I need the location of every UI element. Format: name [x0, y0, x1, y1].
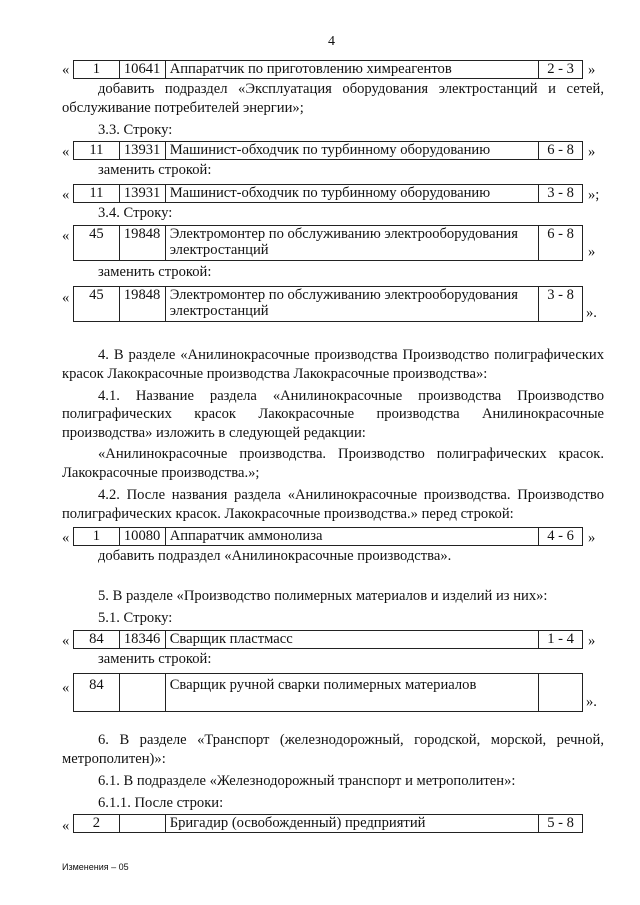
table-row — [73, 60, 583, 79]
close-quote: » — [588, 244, 596, 260]
row-code: 13931 — [120, 142, 166, 159]
close-quote: ». — [586, 694, 597, 710]
open-quote: « — [62, 62, 70, 78]
row-code — [120, 815, 166, 832]
open-quote: « — [62, 680, 70, 696]
text-line: добавить подраздел «Эксплуатация оборудования электростанций и сетей, — [98, 81, 604, 97]
paragraph-line: 6. В разделе «Транспорт (железнодорожный, городской, морской, речной, — [98, 732, 604, 748]
table-row — [73, 225, 583, 261]
row-number: 11 — [74, 142, 120, 159]
paragraph-line: метрополитен)»: — [62, 751, 166, 767]
table-row — [73, 630, 583, 649]
paragraph-line: Лакокрасочные производства.»; — [62, 465, 260, 481]
open-quote: « — [62, 818, 70, 834]
paragraph-line: 6.1. В подразделе «Железнодорожный транспорт и метрополитен»: — [98, 773, 516, 789]
row-range: 2 - 3 — [547, 61, 574, 77]
close-quote: » — [588, 633, 596, 649]
open-quote: « — [62, 530, 70, 546]
row-range: 6 - 8 — [547, 142, 574, 158]
row-number: 2 — [74, 815, 120, 832]
paragraph-line: 4.1. Название раздела «Анилинокрасочные производства Производство — [98, 388, 604, 404]
row-number: 45 — [74, 287, 120, 321]
close-quote: ». — [586, 305, 597, 321]
page-number: 4 — [328, 34, 335, 49]
text-line: заменить строкой: — [98, 651, 212, 667]
clause-label: 3.4. Строку: — [98, 205, 173, 221]
row-number: 1 — [74, 61, 120, 78]
row-number: 84 — [74, 674, 120, 711]
paragraph-line: 5. В разделе «Производство полимерных материалов и изделий из них»: — [98, 588, 548, 604]
row-name: Машинист-обходчик по турбинному оборудованию — [166, 185, 539, 202]
text-line: добавить подраздел «Анилинокрасочные производства». — [98, 548, 452, 564]
text-line: заменить строкой: — [98, 264, 212, 280]
paragraph-line: «Анилинокрасочные производства. Производство полиграфических красок. — [98, 446, 604, 462]
row-number: 11 — [74, 185, 120, 202]
table-row — [73, 673, 583, 712]
row-code: 13931 — [120, 185, 166, 202]
paragraph-line: полиграфических красок Лакокрасочные производства Анилинокрасочные — [62, 406, 604, 422]
row-name: Аппаратчик аммонолиза — [166, 528, 539, 545]
row-range: 3 - 8 — [547, 185, 574, 201]
row-code: 10080 — [120, 528, 166, 545]
table-row — [73, 184, 583, 203]
row-name: Электромонтер по обслуживанию электрооборудования электростанций — [166, 287, 539, 321]
paragraph-line: производства» изложить в следующей редакции: — [62, 425, 366, 441]
row-code: 18346 — [120, 631, 166, 648]
row-range: 3 - 8 — [547, 287, 574, 303]
row-number: 1 — [74, 528, 120, 545]
row-name: Электромонтер по обслуживанию электрооборудования электростанций — [166, 226, 539, 260]
row-name: Машинист-обходчик по турбинному оборудованию — [166, 142, 539, 159]
row-name: Бригадир (освобожденный) предприятий — [166, 815, 539, 832]
row-number: 45 — [74, 226, 120, 260]
footer-note: Изменения – 05 — [62, 862, 129, 872]
row-range: 4 - 6 — [547, 528, 574, 544]
close-quote: »; — [588, 187, 600, 203]
open-quote: « — [62, 144, 70, 160]
close-quote: » — [588, 530, 596, 546]
clause-label: 3.3. Строку: — [98, 122, 173, 138]
row-code: 10641 — [120, 61, 166, 78]
row-code: 19848 — [120, 226, 166, 260]
row-code: 19848 — [120, 287, 166, 321]
open-quote: « — [62, 290, 70, 306]
row-range — [539, 674, 582, 711]
text-line: обслуживание потребителей энергии»; — [62, 100, 304, 116]
paragraph-line: красок Лакокрасочные производства Лакокрасочные производства»: — [62, 366, 488, 382]
open-quote: « — [62, 633, 70, 649]
paragraph-line: полиграфических красок. Лакокрасочные производства.» перед строкой: — [62, 506, 514, 522]
text-line: заменить строкой: — [98, 162, 212, 178]
row-name: Сварщик пластмасс — [166, 631, 539, 648]
table-row — [73, 527, 583, 546]
row-name: Сварщик ручной сварки полимерных материалов — [166, 674, 539, 711]
row-name: Аппаратчик по приготовлению химреагентов — [166, 61, 539, 78]
row-code — [120, 674, 166, 711]
open-quote: « — [62, 228, 70, 244]
table-row — [73, 141, 583, 160]
close-quote: » — [588, 144, 596, 160]
row-number: 84 — [74, 631, 120, 648]
paragraph-line: 4. В разделе «Анилинокрасочные производства Производство полиграфических — [98, 347, 604, 363]
open-quote: « — [62, 187, 70, 203]
clause-label: 5.1. Строку: — [98, 610, 173, 626]
clause-label: 6.1.1. После строки: — [98, 795, 224, 811]
table-row — [73, 286, 583, 322]
close-quote: » — [588, 62, 596, 78]
table-row — [73, 814, 583, 833]
row-range: 1 - 4 — [547, 631, 574, 647]
row-range: 6 - 8 — [547, 226, 574, 242]
paragraph-line: 4.2. После названия раздела «Анилинокрасочные производства. Производство — [98, 487, 604, 503]
row-range: 5 - 8 — [547, 815, 574, 831]
